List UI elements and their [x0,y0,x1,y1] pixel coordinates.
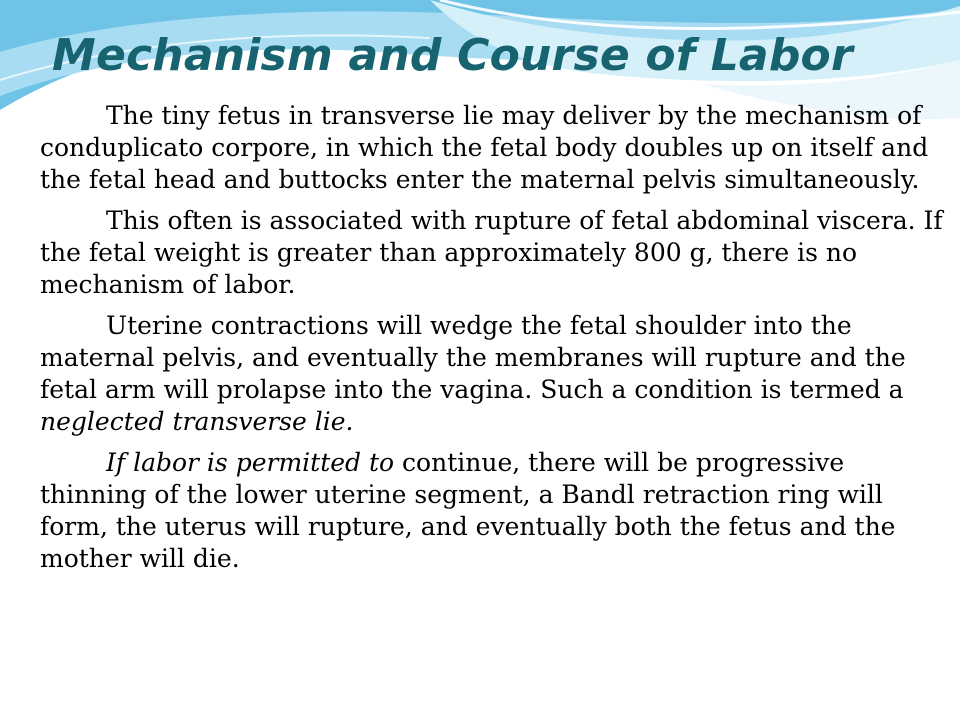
slide-title: Mechanism and Course of Labor [52,30,853,81]
paragraph-4 [40,447,945,575]
paragraph-3 [40,310,945,438]
paragraph-1 [40,100,945,196]
paragraph-2 [40,205,945,301]
paragraph-1-text: The tiny fetus in transverse lie may deliver by the mechanism of conduplicato corpore, in which the fetal body doubles up on itself and the fetal head and buttocks enter the maternal pelvis simultaneously. [40,101,929,194]
paragraph-4-italic-lead: If labor is permitted to [106,448,395,477]
slide-body [40,100,945,575]
paragraph-4-text: continue, there will be progressive thinning of the lower uterine segment, a Bandl retraction ring will form, the uterus will rupture, and eventually both the fetus and the mother will die. [40,448,896,573]
paragraph-2-text: This often is associated with rupture of fetal abdominal viscera. If the fetal weight is greater than approximately 800 g, there is no mechanism of labor. [40,206,943,299]
paragraph-3-text: Uterine contractions will wedge the fetal shoulder into the maternal pelvis, and eventually the membranes will rupture and the fetal arm will prolapse into the vagina. Such a condition is termed a [40,311,906,404]
paragraph-3-italic-term: neglected transverse lie. [40,407,354,436]
